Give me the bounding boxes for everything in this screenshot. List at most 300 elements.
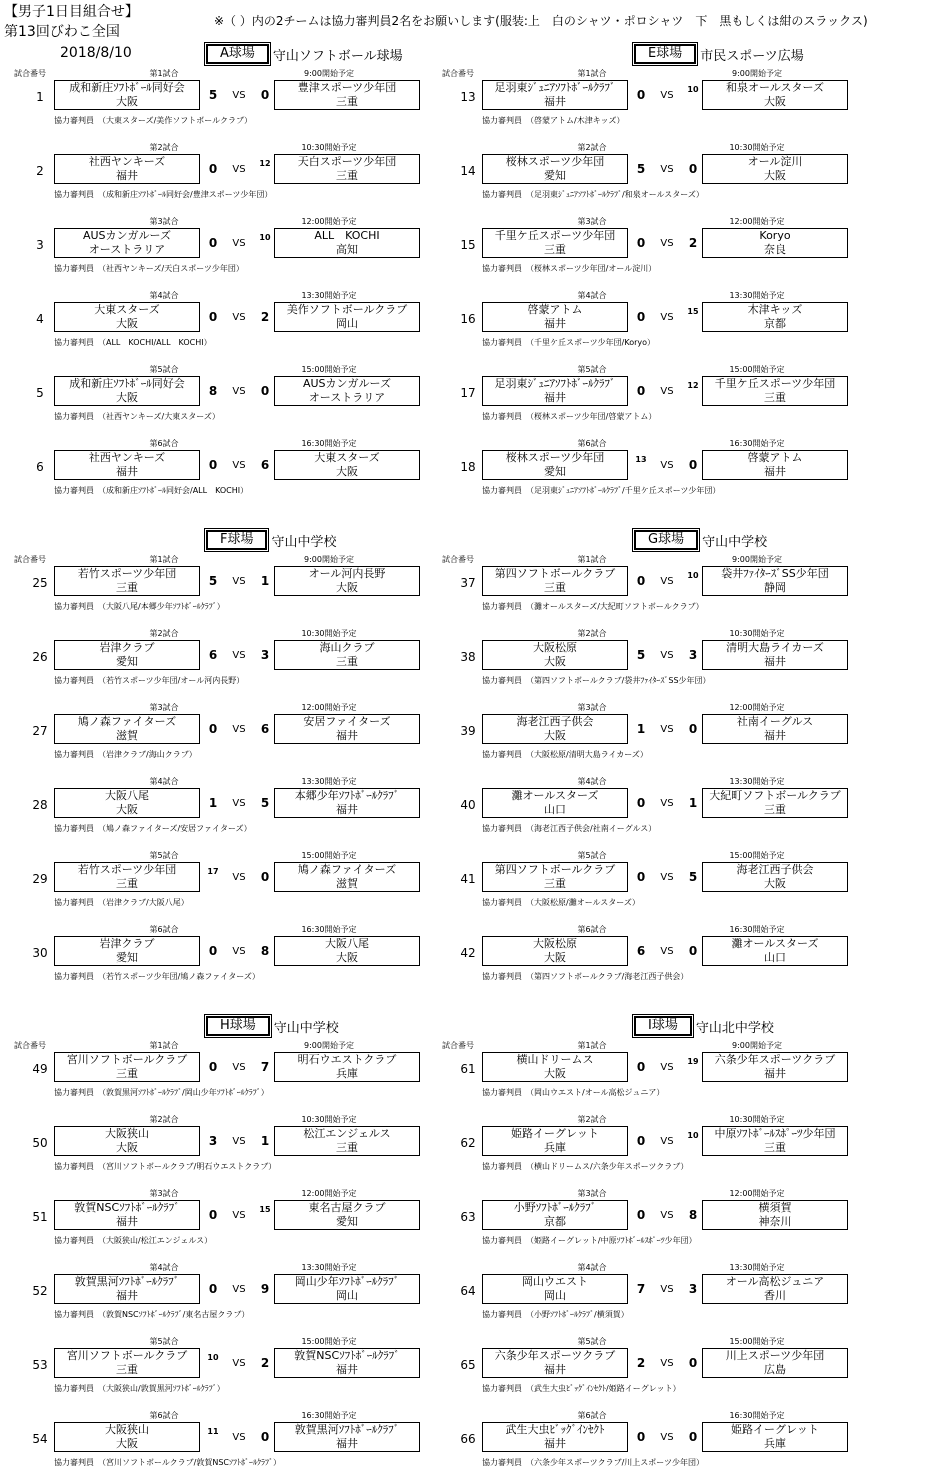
team-box-home xyxy=(482,862,628,892)
team-box-home xyxy=(54,1348,200,1378)
team-box-home xyxy=(482,566,628,596)
vs-label: VS xyxy=(660,386,674,397)
start-time: 12:00開始予定 xyxy=(729,703,785,712)
umpire-teams: （第四ソフトボールクラブ/袋井ﾌｧｲﾀｰｽﾞSS少年団） xyxy=(530,676,711,685)
start-time: 13:30開始予定 xyxy=(729,777,785,786)
match-number: 1 xyxy=(36,90,44,104)
round-label: 第4試合 xyxy=(149,777,179,786)
score-away: 19 xyxy=(687,1057,699,1066)
round-label: 第6試合 xyxy=(577,925,607,934)
team-prefecture: 三重 xyxy=(336,655,358,668)
team-name: 岩津クラブ xyxy=(99,937,155,950)
umpire-prefix: 協力審判員 xyxy=(482,264,522,273)
round-label: 第2試合 xyxy=(149,1115,179,1124)
round-label: 第4試合 xyxy=(149,291,179,300)
team-name: 大阪八尾 xyxy=(105,789,149,802)
start-time: 15:00開始予定 xyxy=(729,851,785,860)
score-home: 2 xyxy=(636,1356,646,1370)
match-row xyxy=(442,776,852,850)
venue-header xyxy=(206,1016,339,1036)
team-name: 和泉オールスターズ xyxy=(726,81,824,94)
umpire-teams: （大阪松原/清明大島ライカーズ） xyxy=(530,750,648,759)
vs-label: VS xyxy=(232,872,246,883)
umpire-line xyxy=(482,263,656,274)
vs-label: VS xyxy=(660,872,674,883)
team-box-away xyxy=(274,154,420,184)
team-name: 明石ウエストクラブ xyxy=(297,1053,397,1066)
team-box-away xyxy=(702,154,848,184)
score-away: 6 xyxy=(260,458,270,472)
match-number: 6 xyxy=(36,460,44,474)
team-prefecture: 福井 xyxy=(544,95,566,108)
umpire-teams: （大阪狭山/敦賀黒河ｿﾌﾄﾎﾞｰﾙｸﾗﾌﾞ） xyxy=(102,1384,225,1393)
match-row xyxy=(14,364,424,438)
team-name: 大阪松原 xyxy=(533,641,577,654)
umpire-teams: （岡山ウエスト/オール高松ジュニア） xyxy=(530,1088,665,1097)
team-box-away xyxy=(702,566,848,596)
umpire-teams: （成和新庄ｿﾌﾄﾎﾞｰﾙ同好会/豊津スポーツ少年団） xyxy=(102,190,273,199)
umpire-prefix: 協力審判員 xyxy=(54,1384,94,1393)
start-time: 12:00開始予定 xyxy=(301,703,357,712)
umpire-teams: （若竹スポーツ少年団/鳩ノ森ファイターズ） xyxy=(102,972,260,981)
round-label: 第4試合 xyxy=(577,777,607,786)
umpire-teams: （宮川ソフトボールクラブ/明石ウエストクラブ） xyxy=(102,1162,277,1171)
match-number-header: 試合番号 xyxy=(442,1041,474,1050)
match-row xyxy=(442,702,852,776)
match-row xyxy=(14,628,424,702)
team-prefecture: オーストラリア xyxy=(88,243,166,256)
team-name: 川上スポーツ少年団 xyxy=(725,1349,825,1362)
team-box-home xyxy=(54,788,200,818)
team-name: 社西ヤンキーズ xyxy=(88,451,166,464)
umpire-prefix: 協力審判員 xyxy=(482,898,522,907)
team-box-away xyxy=(274,228,420,258)
vs-label: VS xyxy=(232,1284,246,1295)
score-home: 0 xyxy=(636,1060,646,1074)
vs-label: VS xyxy=(660,576,674,587)
team-prefecture: 福井 xyxy=(116,465,138,478)
venue-name: 守山中学校 xyxy=(271,534,337,550)
team-name: 千里ケ丘スポーツ少年団 xyxy=(494,229,616,242)
start-time: 15:00開始予定 xyxy=(301,851,357,860)
umpire-teams: （灘オールスターズ/大紀町ソフトボールクラブ） xyxy=(530,602,704,611)
team-name: 松江エンジェルス xyxy=(303,1127,391,1140)
team-box-home xyxy=(482,936,628,966)
team-box-home xyxy=(54,862,200,892)
vs-label: VS xyxy=(660,312,674,323)
team-prefecture: 大阪 xyxy=(336,581,358,594)
match-row xyxy=(442,1410,852,1484)
score-home: 0 xyxy=(636,236,646,250)
match-number: 63 xyxy=(460,1210,476,1224)
team-box-away xyxy=(274,714,420,744)
team-name: 姫路イーグレット xyxy=(511,1127,599,1140)
venue-label: G球場 xyxy=(634,530,698,550)
team-prefecture: 福井 xyxy=(544,317,566,330)
umpire-line xyxy=(54,1309,249,1320)
score-home: 0 xyxy=(636,1134,646,1148)
team-name: 大阪狭山 xyxy=(105,1127,149,1140)
vs-label: VS xyxy=(232,1432,246,1443)
start-time: 15:00開始予定 xyxy=(729,365,785,374)
team-name: 成和新庄ｿﾌﾄﾎﾞｰﾙ同好会 xyxy=(69,81,185,94)
score-home: 0 xyxy=(208,1208,218,1222)
umpire-teams: （大阪八尾/本郷少年ｿﾌﾄﾎﾞｰﾙｸﾗﾌﾞ） xyxy=(102,602,225,611)
team-name: 若竹スポーツ少年団 xyxy=(77,863,177,876)
round-label: 第6試合 xyxy=(577,439,607,448)
team-box-home xyxy=(54,80,200,110)
umpire-prefix: 協力審判員 xyxy=(54,1088,94,1097)
match-number: 38 xyxy=(460,650,476,664)
team-prefecture: 岡山 xyxy=(336,317,358,330)
start-time: 16:30開始予定 xyxy=(729,925,785,934)
team-box-home xyxy=(54,936,200,966)
start-time: 16:30開始予定 xyxy=(301,439,357,448)
umpire-prefix: 協力審判員 xyxy=(482,190,522,199)
match-row xyxy=(14,1410,424,1484)
score-home: 0 xyxy=(208,236,218,250)
score-home: 0 xyxy=(636,1430,646,1444)
page-title: 【男子1日目組合せ】 xyxy=(4,4,139,20)
score-away: 0 xyxy=(260,384,270,398)
team-prefecture: 福井 xyxy=(764,655,786,668)
score-away: 0 xyxy=(688,1356,698,1370)
umpire-line xyxy=(482,1309,629,1320)
venue-label: A球場 xyxy=(206,44,269,64)
team-box-home xyxy=(54,1200,200,1230)
start-time: 16:30開始予定 xyxy=(729,1411,785,1420)
score-away: 1 xyxy=(260,574,270,588)
score-away: 0 xyxy=(688,458,698,472)
start-time: 15:00開始予定 xyxy=(729,1337,785,1346)
vs-label: VS xyxy=(660,164,674,175)
start-time: 12:00開始予定 xyxy=(729,1189,785,1198)
team-box-home xyxy=(482,80,628,110)
umpire-prefix: 協力審判員 xyxy=(54,1162,94,1171)
start-time: 13:30開始予定 xyxy=(301,1263,357,1272)
vs-label: VS xyxy=(232,1358,246,1369)
team-box-home xyxy=(482,1052,628,1082)
match-number: 2 xyxy=(36,164,44,178)
umpire-prefix: 協力審判員 xyxy=(54,190,94,199)
round-label: 第4試合 xyxy=(577,1263,607,1272)
match-row xyxy=(442,1336,852,1410)
team-name: 武生大虫ﾋﾞｯｸﾞｲﾝｾｸﾄ xyxy=(505,1423,605,1436)
umpire-line xyxy=(54,1383,225,1394)
match-row xyxy=(14,290,424,364)
umpire-prefix: 協力審判員 xyxy=(54,898,94,907)
umpire-line xyxy=(482,1383,681,1394)
team-prefecture: 三重 xyxy=(116,1363,138,1376)
team-box-away xyxy=(702,1348,848,1378)
score-home: 1 xyxy=(636,722,646,736)
umpire-line xyxy=(482,1235,697,1246)
team-name: 中原ｿﾌﾄﾎﾞｰﾙｽﾎﾟｰﾂ少年団 xyxy=(714,1127,836,1140)
vs-label: VS xyxy=(232,650,246,661)
umpire-line xyxy=(54,823,252,834)
umpire-teams: （大阪松原/灘オールスターズ） xyxy=(530,898,640,907)
start-time: 12:00開始予定 xyxy=(729,217,785,226)
match-row xyxy=(442,1188,852,1262)
match-row xyxy=(14,1114,424,1188)
match-number: 5 xyxy=(36,386,44,400)
score-away: 0 xyxy=(260,1430,270,1444)
team-name: 岩津クラブ xyxy=(99,641,155,654)
score-away: 0 xyxy=(688,1430,698,1444)
score-home: 6 xyxy=(636,944,646,958)
vs-label: VS xyxy=(660,1062,674,1073)
umpire-line xyxy=(54,189,272,200)
team-prefecture: 大阪 xyxy=(764,877,786,890)
umpire-teams: （小野ｿﾌﾄﾎﾞｰﾙｸﾗﾌﾞ/横須賀） xyxy=(530,1310,629,1319)
team-box-away xyxy=(274,80,420,110)
score-home: 0 xyxy=(636,870,646,884)
score-home: 6 xyxy=(208,648,218,662)
team-box-away xyxy=(274,788,420,818)
team-box-away xyxy=(702,1126,848,1156)
team-prefecture: 福井 xyxy=(116,169,138,182)
team-prefecture: 高知 xyxy=(336,243,358,256)
team-prefecture: 岡山 xyxy=(544,1289,566,1302)
team-name: オール淀川 xyxy=(747,155,803,168)
umpire-prefix: 協力審判員 xyxy=(482,1384,522,1393)
vs-label: VS xyxy=(660,1432,674,1443)
score-away: 0 xyxy=(260,88,270,102)
umpire-teams: （海老江西子供会/社南イーグルス） xyxy=(530,824,657,833)
team-name: 海老江西子供会 xyxy=(516,715,594,728)
start-time: 15:00開始予定 xyxy=(301,1337,357,1346)
venue-name: 守山中学校 xyxy=(273,1020,339,1036)
umpire-teams: （桜林スポーツ少年団/啓蒙アトム） xyxy=(530,412,657,421)
team-box-away xyxy=(274,640,420,670)
start-time: 16:30開始予定 xyxy=(301,925,357,934)
team-name: 岡山少年ｿﾌﾄﾎﾞｰﾙｸﾗﾌﾞ xyxy=(294,1275,400,1288)
umpire-teams: （鳩ノ森ファイターズ/安居ファイターズ） xyxy=(102,824,252,833)
umpire-prefix: 協力審判員 xyxy=(54,1236,94,1245)
match-row xyxy=(14,776,424,850)
team-box-home xyxy=(54,1274,200,1304)
team-name: 姫路イーグレット xyxy=(731,1423,819,1436)
umpire-teams: （千里ケ丘スポーツ少年団/Koryo） xyxy=(530,338,656,347)
team-box-home xyxy=(54,450,200,480)
round-label: 第3試合 xyxy=(577,703,607,712)
vs-label: VS xyxy=(232,1062,246,1073)
team-box-home xyxy=(54,1422,200,1452)
umpire-teams: （六条少年スポーツクラブ/川上スポーツ少年団） xyxy=(530,1458,704,1467)
team-name: 若竹スポーツ少年団 xyxy=(77,567,177,580)
team-box-home xyxy=(54,640,200,670)
match-number: 18 xyxy=(460,460,476,474)
team-prefecture: 滋賀 xyxy=(336,877,358,890)
umpire-prefix: 協力審判員 xyxy=(482,750,522,759)
team-box-away xyxy=(702,936,848,966)
team-name: 大紀町ソフトボールクラブ xyxy=(709,789,841,802)
team-prefecture: 福井 xyxy=(116,1215,138,1228)
round-label: 第1試合 xyxy=(577,1041,607,1050)
score-away: 3 xyxy=(260,648,270,662)
score-home: 8 xyxy=(208,384,218,398)
umpire-prefix: 協力審判員 xyxy=(54,602,94,611)
start-time: 9:00開始予定 xyxy=(732,69,782,78)
umpire-line xyxy=(54,971,260,982)
start-time: 10:30開始予定 xyxy=(301,143,357,152)
team-prefecture: 滋賀 xyxy=(116,729,138,742)
match-number-header: 試合番号 xyxy=(14,1041,46,1050)
match-row xyxy=(14,438,424,512)
team-name: 大東スターズ xyxy=(94,303,160,316)
round-label: 第2試合 xyxy=(577,1115,607,1124)
match-row xyxy=(14,1336,424,1410)
match-number: 13 xyxy=(460,90,476,104)
team-name: 敦賀NSCｿﾌﾄﾎﾞｰﾙｸﾗﾌﾞ xyxy=(294,1349,400,1362)
start-time: 10:30開始予定 xyxy=(729,629,785,638)
match-row xyxy=(442,850,852,924)
match-row xyxy=(442,142,852,216)
team-name: 美作ソフトボールクラブ xyxy=(286,303,408,316)
umpire-line xyxy=(54,1457,281,1468)
vs-label: VS xyxy=(232,238,246,249)
round-label: 第4試合 xyxy=(149,1263,179,1272)
score-away: 6 xyxy=(260,722,270,736)
vs-label: VS xyxy=(232,946,246,957)
team-prefecture: 兵庫 xyxy=(544,1141,566,1154)
match-number: 64 xyxy=(460,1284,476,1298)
vs-label: VS xyxy=(660,650,674,661)
match-number: 27 xyxy=(32,724,48,738)
match-number: 30 xyxy=(32,946,48,960)
score-home: 0 xyxy=(636,310,646,324)
start-time: 13:30開始予定 xyxy=(729,1263,785,1272)
team-name: 鳩ノ森ファイターズ xyxy=(297,863,397,876)
team-prefecture: 岡山 xyxy=(336,1289,358,1302)
team-box-away xyxy=(274,302,420,332)
score-home: 0 xyxy=(208,1282,218,1296)
start-time: 9:00開始予定 xyxy=(304,69,354,78)
round-label: 第5試合 xyxy=(149,1337,179,1346)
match-row xyxy=(442,628,852,702)
score-home: 17 xyxy=(207,867,219,876)
team-box-away xyxy=(274,1274,420,1304)
vs-label: VS xyxy=(232,724,246,735)
match-number: 65 xyxy=(460,1358,476,1372)
match-number: 3 xyxy=(36,238,44,252)
round-label: 第3試合 xyxy=(577,217,607,226)
match-number: 28 xyxy=(32,798,48,812)
score-away: 1 xyxy=(688,796,698,810)
start-time: 13:30開始予定 xyxy=(301,777,357,786)
match-row xyxy=(442,924,852,998)
score-home: 0 xyxy=(636,384,646,398)
team-box-home xyxy=(54,714,200,744)
score-away: 5 xyxy=(688,870,698,884)
team-box-home xyxy=(482,376,628,406)
umpire-prefix: 協力審判員 xyxy=(54,750,94,759)
team-prefecture: 福井 xyxy=(336,1437,358,1450)
team-box-away xyxy=(702,1274,848,1304)
team-box-home xyxy=(482,1348,628,1378)
umpire-prefix: 協力審判員 xyxy=(54,972,94,981)
team-prefecture: 福井 xyxy=(544,391,566,404)
venue-label: F球場 xyxy=(206,530,267,550)
team-name: オール河内長野 xyxy=(308,567,386,580)
team-prefecture: 福井 xyxy=(336,803,358,816)
start-time: 16:30開始予定 xyxy=(301,1411,357,1420)
team-box-home xyxy=(54,566,200,596)
match-number: 62 xyxy=(460,1136,476,1150)
match-number: 52 xyxy=(32,1284,48,1298)
umpire-prefix: 協力審判員 xyxy=(54,116,94,125)
score-away: 0 xyxy=(688,722,698,736)
match-row xyxy=(14,1188,424,1262)
team-box-away xyxy=(702,1052,848,1082)
umpire-line xyxy=(482,485,720,496)
team-prefecture: 大阪 xyxy=(116,317,138,330)
umpire-teams: （ALL KOCHI/ALL KOCHI） xyxy=(102,338,212,347)
score-away: 15 xyxy=(259,1205,271,1214)
team-prefecture: 愛知 xyxy=(544,169,566,182)
match-number: 16 xyxy=(460,312,476,326)
round-label: 第5試合 xyxy=(577,365,607,374)
umpire-line xyxy=(54,1087,269,1098)
score-home: 0 xyxy=(208,944,218,958)
score-away: 10 xyxy=(687,1131,699,1140)
round-label: 第6試合 xyxy=(149,925,179,934)
team-name: 大阪八尾 xyxy=(325,937,369,950)
score-away: 10 xyxy=(687,571,699,580)
team-prefecture: 大阪 xyxy=(544,655,566,668)
score-away: 10 xyxy=(687,85,699,94)
team-prefecture: 福井 xyxy=(336,1363,358,1376)
team-prefecture: 三重 xyxy=(764,391,786,404)
umpire-teams: （成和新庄ｿﾌﾄﾎﾞｰﾙ同好会/ALL KOCHI） xyxy=(102,486,249,495)
round-label: 第1試合 xyxy=(149,1041,179,1050)
team-name: 安居ファイターズ xyxy=(303,715,391,728)
venue-header xyxy=(634,530,767,550)
vs-label: VS xyxy=(660,460,674,471)
team-box-away xyxy=(702,640,848,670)
team-box-away xyxy=(274,936,420,966)
team-box-home xyxy=(482,228,628,258)
team-prefecture: 愛知 xyxy=(544,465,566,478)
team-name: 敦賀NSCｿﾌﾄﾎﾞｰﾙｸﾗﾌﾞ xyxy=(74,1201,180,1214)
start-time: 10:30開始予定 xyxy=(301,629,357,638)
team-name: 横須賀 xyxy=(758,1201,792,1214)
team-box-home xyxy=(54,376,200,406)
team-prefecture: 大阪 xyxy=(116,1437,138,1450)
vs-label: VS xyxy=(660,1358,674,1369)
score-home: 0 xyxy=(636,796,646,810)
score-home: 5 xyxy=(636,162,646,176)
team-prefecture: 福井 xyxy=(544,1437,566,1450)
umpire-prefix: 協力審判員 xyxy=(482,338,522,347)
umpire-prefix: 協力審判員 xyxy=(482,1088,522,1097)
team-name: 灘オールスターズ xyxy=(731,937,819,950)
match-number: 50 xyxy=(32,1136,48,1150)
match-row xyxy=(442,1262,852,1336)
team-name: 足羽東ｼﾞｭﾆｱｿﾌﾄﾎﾞｰﾙｸﾗﾌﾞ xyxy=(494,81,616,94)
match-number: 66 xyxy=(460,1432,476,1446)
start-time: 9:00開始予定 xyxy=(304,555,354,564)
score-home: 7 xyxy=(636,1282,646,1296)
match-row xyxy=(14,216,424,290)
score-home: 0 xyxy=(636,88,646,102)
start-time: 15:00開始予定 xyxy=(301,365,357,374)
team-name: 社西ヤンキーズ xyxy=(88,155,166,168)
match-row xyxy=(442,290,852,364)
vs-label: VS xyxy=(232,164,246,175)
team-name: 成和新庄ｿﾌﾄﾎﾞｰﾙ同好会 xyxy=(69,377,185,390)
team-prefecture: 福井 xyxy=(764,729,786,742)
